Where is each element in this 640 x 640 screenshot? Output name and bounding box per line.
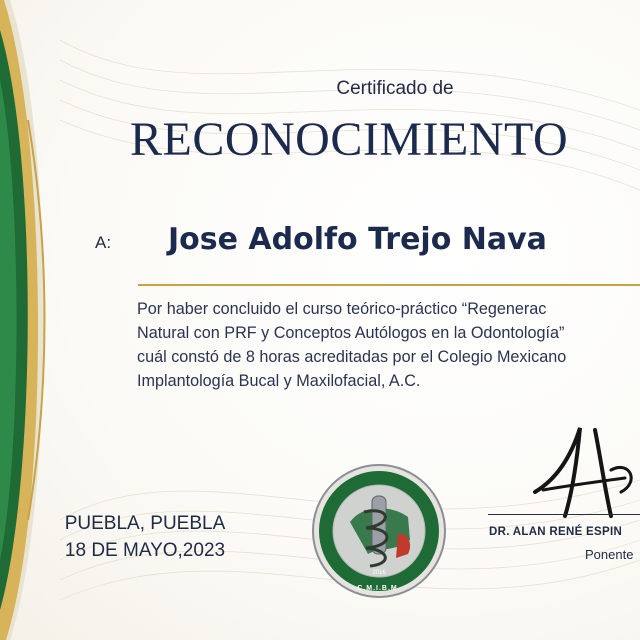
date-text: 18 DE MAYO,2023 [64,540,226,561]
seal-year: 2016 [372,570,386,576]
body-line: cuál constó de 8 horas acreditadas por el Colegio Mexicano [137,348,567,366]
divider-line [138,284,640,286]
body-line: Por haber concluido el curso teórico-práctico “Regenerac [137,300,547,318]
place-and-date [30,510,260,564]
certificate-body [137,297,640,393]
body-line: Implantología Bucal y Maxilofacial, A.C. [137,372,421,390]
recipient-name: Jose Adolfo Trejo Nava [168,222,547,257]
place-text: PUEBLA, PUEBLA [64,513,226,534]
certificate-title: RECONOCIMIENTO [130,113,569,166]
recipient-prefix: A: [95,233,112,252]
signature-mark [525,420,640,520]
signer-role: Ponente [585,547,634,562]
signer-name: DR. ALAN RENÉ ESPIN [489,526,623,538]
signature-line [488,514,640,515]
body-line: Natural con PRF y Conceptos Autólogos en la Odontología” [137,324,565,342]
certificate-subtitle: Certificado de [336,78,454,99]
seal-acronym: C.M.I.B.M. [357,585,401,592]
college-seal-logo [310,462,448,600]
